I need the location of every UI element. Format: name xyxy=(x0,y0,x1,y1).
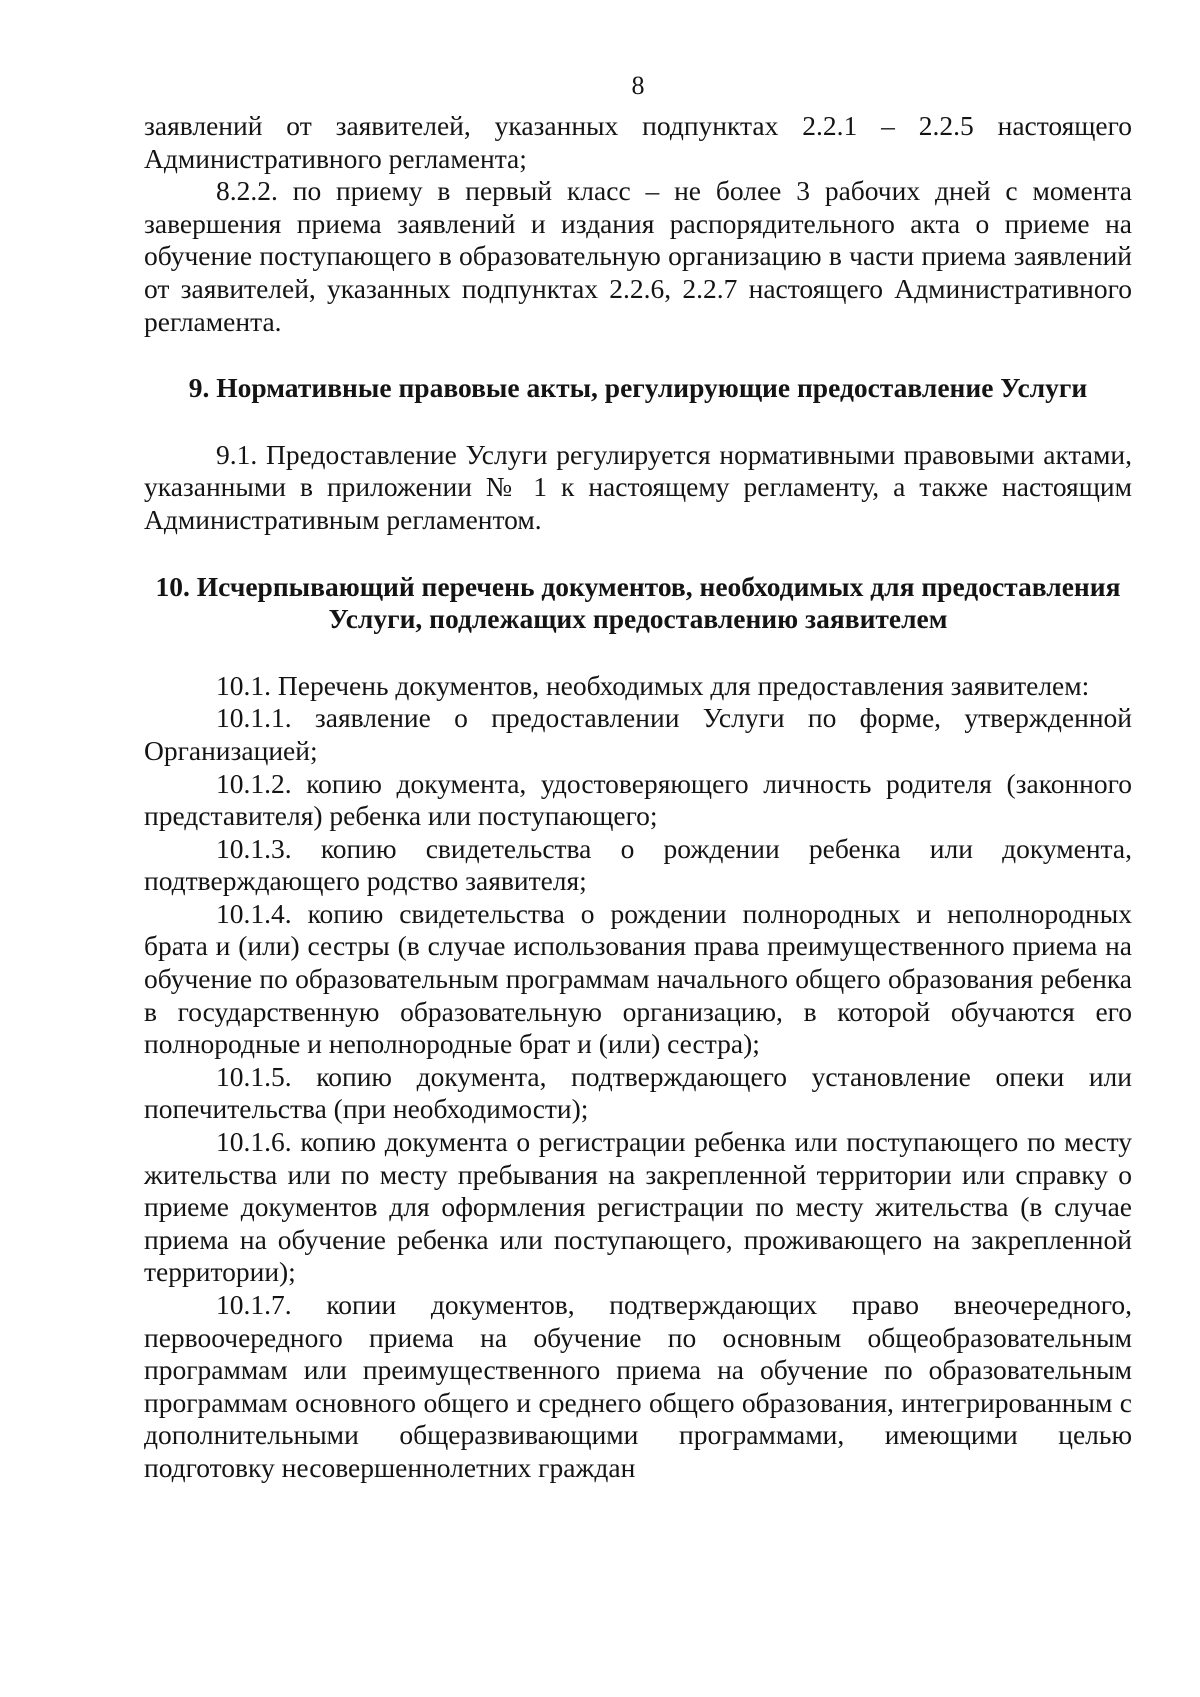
paragraph-10-1-7: 10.1.7. копии документов, подтверждающих право внеочередного, первоочередного приема на обучение по основным общеобразовательным программам или преимущественного приема на обучение по образовательным программам основного общего и среднего общего образования, интегрированным с дополнительными общеразвивающими программами, имеющими целью подготовку несовершеннолетних граждан xyxy=(144,1289,1132,1483)
paragraph-10-1-5: 10.1.5. копию документа, подтверждающего установление опеки или попечительства (при необходимости); xyxy=(144,1060,1132,1125)
paragraph-10-1-4: 10.1.4. копию свидетельства о рождении полнородных и неполнородных брата и (или) сестры (в случае использования права преимущественного приема на обучение по образовательным программам начального общего образования ребенка в государственную образовательную организацию, в которой обучаются его полнородные и неполнородные брат и (или) сестра); xyxy=(144,897,1132,1060)
paragraph-10-1-2: 10.1.2. копию документа, удостоверяющего личность родителя (законного представителя) ребенка или поступающего; xyxy=(144,767,1132,832)
paragraph-10-1-3: 10.1.3. копию свидетельства о рождении ребенка или документа, подтверждающего родство заявителя; xyxy=(144,832,1132,897)
paragraph-continuation: заявлений от заявителей, указанных подпунктах 2.2.1 – 2.2.5 настоящего Административного регламента; xyxy=(144,110,1132,174)
section-heading-10: 10. Исчерпывающий перечень документов, необходимых для предоставления Услуги, подлежащих предоставлению заявителем xyxy=(155,570,1121,635)
paragraph-10-1-1: 10.1.1. заявление о предоставлении Услуги по форме, утвержденной Организацией; xyxy=(144,702,1132,766)
page-number: 8 xyxy=(631,71,645,100)
paragraph-10-1-6: 10.1.6. копию документа о регистрации ребенка или поступающего по месту жительства или по месту пребывания на закрепленной территории или справку о приеме документов для оформления регистрации по месту жительства (в случае приема на обучение ребенка или поступающего, проживающего на закрепленной территории); xyxy=(144,1126,1132,1288)
paragraph-9-1: 9.1. Предоставление Услуги регулируется нормативными правовыми актами, указанными в приложении № 1 к настоящему регламенту, а также настоящим Административным регламентом. xyxy=(144,438,1132,535)
section-heading-9: 9. Нормативные правовые акты, регулирующие предоставление Услуги xyxy=(188,372,1088,404)
paragraph-8-2-2: 8.2.2. по приему в первый класс – не более 3 рабочих дней с момента завершения приема заявлений и издания распорядительного акта о приеме на обучение поступающего в образовательную организацию в части приема заявлений от заявителей, указанных подпунктах 2.2.6, 2.2.7 настоящего Административного регламента. xyxy=(144,175,1132,337)
paragraph-10-1: 10.1. Перечень документов, необходимых для предоставления заявителем: xyxy=(216,669,1090,701)
